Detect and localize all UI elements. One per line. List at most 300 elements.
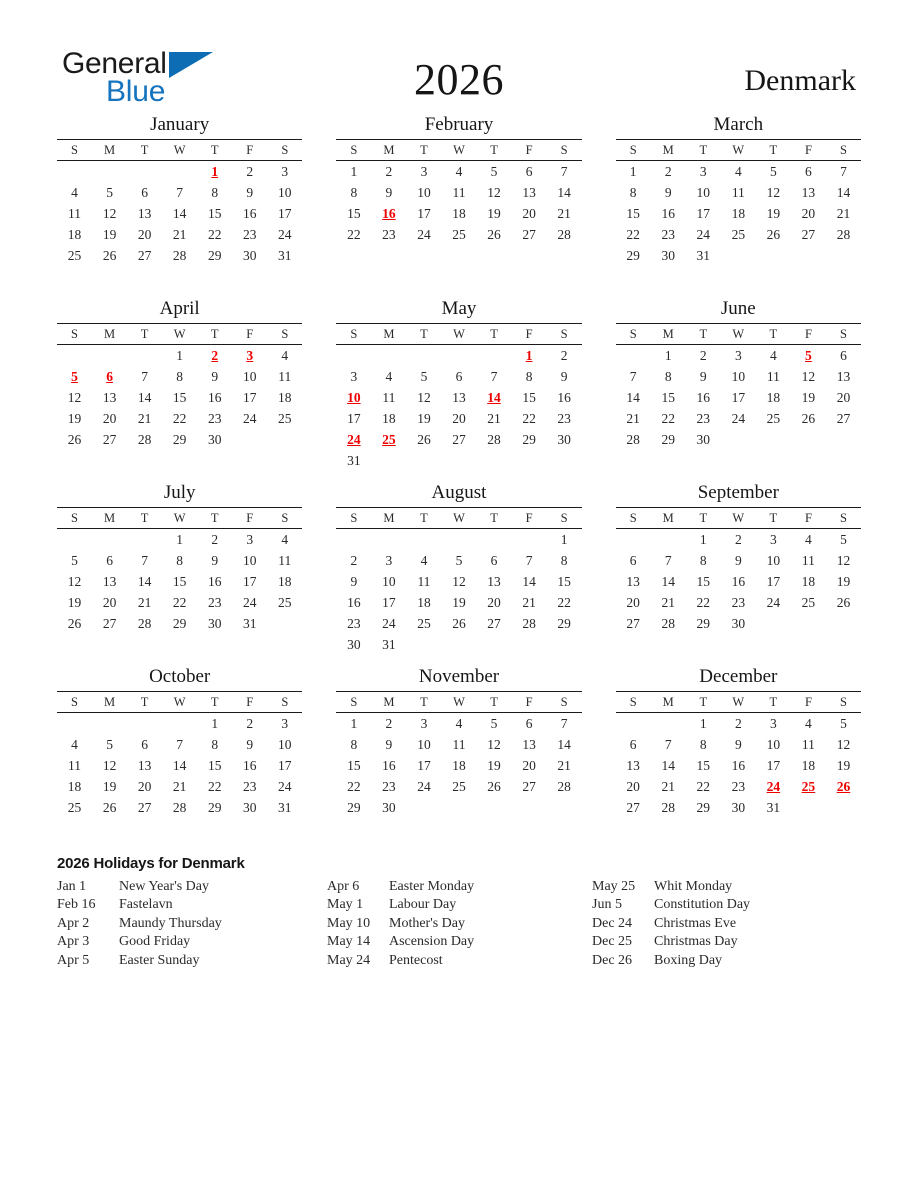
- day-cell[interactable]: [406, 408, 441, 429]
- day-cell[interactable]: [197, 182, 232, 203]
- day-cell[interactable]: [406, 776, 441, 797]
- day-cell[interactable]: [406, 734, 441, 755]
- day-cell[interactable]: [197, 592, 232, 613]
- day-cell[interactable]: [162, 734, 197, 755]
- day-cell[interactable]: [92, 203, 127, 224]
- day-cell[interactable]: [371, 224, 406, 245]
- day-cell[interactable]: [371, 776, 406, 797]
- day-cell[interactable]: [477, 592, 512, 613]
- day-cell[interactable]: [406, 203, 441, 224]
- day-cell[interactable]: [616, 224, 651, 245]
- day-cell[interactable]: [477, 366, 512, 387]
- day-cell[interactable]: [441, 734, 476, 755]
- day-cell[interactable]: [57, 571, 92, 592]
- day-cell[interactable]: [57, 776, 92, 797]
- day-cell[interactable]: [616, 408, 651, 429]
- day-cell[interactable]: [232, 203, 267, 224]
- day-cell[interactable]: [267, 161, 302, 183]
- day-cell[interactable]: [512, 366, 547, 387]
- day-cell[interactable]: [441, 366, 476, 387]
- day-cell[interactable]: [547, 571, 582, 592]
- day-cell[interactable]: [791, 550, 826, 571]
- day-cell[interactable]: [616, 550, 651, 571]
- day-cell[interactable]: [127, 245, 162, 266]
- day-cell[interactable]: [721, 387, 756, 408]
- day-cell[interactable]: [441, 776, 476, 797]
- day-cell[interactable]: [791, 161, 826, 183]
- day-cell[interactable]: [791, 713, 826, 735]
- day-cell[interactable]: [756, 161, 791, 183]
- day-cell[interactable]: [512, 387, 547, 408]
- day-cell[interactable]: [721, 408, 756, 429]
- day-cell[interactable]: [232, 550, 267, 571]
- day-cell[interactable]: [616, 571, 651, 592]
- day-cell[interactable]: [686, 755, 721, 776]
- day-cell[interactable]: [721, 203, 756, 224]
- day-cell[interactable]: [162, 571, 197, 592]
- day-cell[interactable]: [651, 366, 686, 387]
- day-cell[interactable]: [371, 713, 406, 735]
- day-cell-holiday[interactable]: [756, 776, 791, 797]
- day-cell[interactable]: [406, 571, 441, 592]
- day-cell[interactable]: [232, 161, 267, 183]
- day-cell[interactable]: [477, 408, 512, 429]
- day-cell[interactable]: [477, 224, 512, 245]
- day-cell[interactable]: [616, 182, 651, 203]
- day-cell[interactable]: [197, 571, 232, 592]
- day-cell[interactable]: [826, 345, 861, 367]
- day-cell[interactable]: [162, 529, 197, 551]
- day-cell[interactable]: [547, 529, 582, 551]
- day-cell[interactable]: [791, 592, 826, 613]
- day-cell[interactable]: [336, 713, 371, 735]
- day-cell[interactable]: [721, 755, 756, 776]
- day-cell[interactable]: [826, 408, 861, 429]
- day-cell[interactable]: [127, 366, 162, 387]
- day-cell[interactable]: [92, 776, 127, 797]
- day-cell[interactable]: [197, 529, 232, 551]
- day-cell[interactable]: [406, 366, 441, 387]
- day-cell[interactable]: [92, 550, 127, 571]
- day-cell[interactable]: [267, 203, 302, 224]
- day-cell[interactable]: [512, 755, 547, 776]
- day-cell[interactable]: [197, 776, 232, 797]
- day-cell[interactable]: [371, 592, 406, 613]
- day-cell[interactable]: [686, 550, 721, 571]
- day-cell[interactable]: [686, 734, 721, 755]
- day-cell[interactable]: [686, 713, 721, 735]
- day-cell[interactable]: [721, 592, 756, 613]
- day-cell[interactable]: [512, 182, 547, 203]
- day-cell[interactable]: [127, 776, 162, 797]
- day-cell[interactable]: [826, 734, 861, 755]
- day-cell[interactable]: [162, 613, 197, 634]
- day-cell[interactable]: [547, 613, 582, 634]
- day-cell-holiday[interactable]: [512, 345, 547, 367]
- day-cell[interactable]: [651, 592, 686, 613]
- day-cell[interactable]: [756, 550, 791, 571]
- day-cell[interactable]: [756, 755, 791, 776]
- day-cell-holiday[interactable]: [791, 776, 826, 797]
- day-cell[interactable]: [406, 161, 441, 183]
- day-cell[interactable]: [232, 571, 267, 592]
- day-cell[interactable]: [267, 182, 302, 203]
- day-cell[interactable]: [162, 387, 197, 408]
- day-cell[interactable]: [512, 203, 547, 224]
- day-cell[interactable]: [721, 529, 756, 551]
- day-cell[interactable]: [197, 366, 232, 387]
- day-cell[interactable]: [651, 345, 686, 367]
- day-cell[interactable]: [686, 203, 721, 224]
- day-cell[interactable]: [162, 776, 197, 797]
- day-cell[interactable]: [162, 797, 197, 818]
- day-cell[interactable]: [686, 797, 721, 818]
- day-cell[interactable]: [441, 571, 476, 592]
- day-cell[interactable]: [791, 734, 826, 755]
- day-cell[interactable]: [616, 734, 651, 755]
- day-cell[interactable]: [826, 755, 861, 776]
- day-cell[interactable]: [477, 203, 512, 224]
- day-cell[interactable]: [162, 182, 197, 203]
- day-cell[interactable]: [371, 550, 406, 571]
- day-cell[interactable]: [197, 755, 232, 776]
- day-cell[interactable]: [57, 203, 92, 224]
- day-cell[interactable]: [336, 408, 371, 429]
- day-cell[interactable]: [477, 571, 512, 592]
- day-cell[interactable]: [686, 345, 721, 367]
- day-cell[interactable]: [232, 529, 267, 551]
- day-cell[interactable]: [826, 203, 861, 224]
- day-cell[interactable]: [547, 366, 582, 387]
- day-cell[interactable]: [57, 182, 92, 203]
- day-cell[interactable]: [721, 571, 756, 592]
- day-cell[interactable]: [791, 571, 826, 592]
- day-cell[interactable]: [547, 387, 582, 408]
- day-cell[interactable]: [616, 613, 651, 634]
- day-cell[interactable]: [477, 734, 512, 755]
- day-cell[interactable]: [616, 203, 651, 224]
- day-cell[interactable]: [651, 550, 686, 571]
- day-cell[interactable]: [92, 613, 127, 634]
- day-cell[interactable]: [162, 429, 197, 450]
- day-cell[interactable]: [441, 613, 476, 634]
- day-cell[interactable]: [477, 613, 512, 634]
- day-cell[interactable]: [441, 713, 476, 735]
- day-cell[interactable]: [371, 734, 406, 755]
- day-cell[interactable]: [57, 734, 92, 755]
- day-cell-holiday[interactable]: [232, 345, 267, 367]
- day-cell[interactable]: [127, 592, 162, 613]
- day-cell[interactable]: [371, 571, 406, 592]
- day-cell[interactable]: [791, 182, 826, 203]
- day-cell[interactable]: [57, 550, 92, 571]
- day-cell[interactable]: [686, 387, 721, 408]
- day-cell[interactable]: [232, 224, 267, 245]
- day-cell[interactable]: [721, 613, 756, 634]
- day-cell[interactable]: [721, 182, 756, 203]
- day-cell[interactable]: [92, 797, 127, 818]
- day-cell[interactable]: [267, 713, 302, 735]
- day-cell[interactable]: [651, 182, 686, 203]
- day-cell[interactable]: [336, 797, 371, 818]
- day-cell[interactable]: [477, 429, 512, 450]
- day-cell[interactable]: [826, 592, 861, 613]
- day-cell[interactable]: [57, 224, 92, 245]
- day-cell[interactable]: [127, 550, 162, 571]
- day-cell[interactable]: [371, 387, 406, 408]
- day-cell[interactable]: [336, 734, 371, 755]
- day-cell[interactable]: [547, 776, 582, 797]
- day-cell[interactable]: [547, 429, 582, 450]
- day-cell[interactable]: [371, 755, 406, 776]
- day-cell[interactable]: [162, 245, 197, 266]
- day-cell[interactable]: [162, 592, 197, 613]
- day-cell[interactable]: [686, 571, 721, 592]
- day-cell[interactable]: [826, 387, 861, 408]
- day-cell[interactable]: [232, 182, 267, 203]
- day-cell[interactable]: [826, 161, 861, 183]
- day-cell[interactable]: [232, 713, 267, 735]
- day-cell[interactable]: [92, 734, 127, 755]
- day-cell[interactable]: [512, 161, 547, 183]
- day-cell[interactable]: [57, 592, 92, 613]
- day-cell[interactable]: [92, 755, 127, 776]
- day-cell[interactable]: [197, 245, 232, 266]
- day-cell[interactable]: [336, 613, 371, 634]
- day-cell[interactable]: [756, 366, 791, 387]
- day-cell[interactable]: [721, 161, 756, 183]
- day-cell[interactable]: [512, 592, 547, 613]
- day-cell[interactable]: [336, 366, 371, 387]
- day-cell[interactable]: [336, 776, 371, 797]
- day-cell[interactable]: [756, 734, 791, 755]
- day-cell[interactable]: [57, 245, 92, 266]
- day-cell[interactable]: [651, 429, 686, 450]
- day-cell[interactable]: [756, 387, 791, 408]
- day-cell[interactable]: [512, 776, 547, 797]
- day-cell[interactable]: [127, 613, 162, 634]
- day-cell[interactable]: [686, 366, 721, 387]
- day-cell[interactable]: [756, 529, 791, 551]
- day-cell[interactable]: [197, 734, 232, 755]
- day-cell[interactable]: [57, 408, 92, 429]
- day-cell[interactable]: [267, 366, 302, 387]
- day-cell[interactable]: [441, 408, 476, 429]
- day-cell[interactable]: [92, 245, 127, 266]
- day-cell[interactable]: [232, 755, 267, 776]
- day-cell[interactable]: [686, 182, 721, 203]
- day-cell[interactable]: [92, 387, 127, 408]
- day-cell[interactable]: [651, 161, 686, 183]
- day-cell[interactable]: [267, 571, 302, 592]
- day-cell[interactable]: [826, 529, 861, 551]
- day-cell[interactable]: [616, 245, 651, 266]
- day-cell[interactable]: [127, 408, 162, 429]
- day-cell[interactable]: [721, 776, 756, 797]
- day-cell[interactable]: [651, 755, 686, 776]
- day-cell[interactable]: [547, 182, 582, 203]
- day-cell[interactable]: [686, 224, 721, 245]
- day-cell[interactable]: [477, 182, 512, 203]
- day-cell[interactable]: [371, 161, 406, 183]
- day-cell[interactable]: [162, 345, 197, 367]
- day-cell[interactable]: [336, 450, 371, 471]
- day-cell[interactable]: [756, 345, 791, 367]
- day-cell[interactable]: [336, 161, 371, 183]
- day-cell-holiday[interactable]: [57, 366, 92, 387]
- day-cell[interactable]: [92, 182, 127, 203]
- day-cell[interactable]: [92, 592, 127, 613]
- day-cell[interactable]: [232, 797, 267, 818]
- day-cell[interactable]: [336, 203, 371, 224]
- day-cell[interactable]: [686, 776, 721, 797]
- day-cell[interactable]: [651, 203, 686, 224]
- day-cell[interactable]: [232, 408, 267, 429]
- day-cell[interactable]: [651, 408, 686, 429]
- day-cell[interactable]: [791, 203, 826, 224]
- day-cell[interactable]: [197, 224, 232, 245]
- day-cell[interactable]: [127, 203, 162, 224]
- day-cell[interactable]: [267, 245, 302, 266]
- day-cell[interactable]: [232, 387, 267, 408]
- day-cell[interactable]: [162, 366, 197, 387]
- day-cell[interactable]: [232, 245, 267, 266]
- day-cell[interactable]: [791, 755, 826, 776]
- day-cell[interactable]: [267, 345, 302, 367]
- day-cell[interactable]: [477, 161, 512, 183]
- day-cell[interactable]: [336, 755, 371, 776]
- day-cell[interactable]: [686, 529, 721, 551]
- day-cell[interactable]: [92, 429, 127, 450]
- day-cell[interactable]: [721, 345, 756, 367]
- day-cell[interactable]: [547, 550, 582, 571]
- day-cell[interactable]: [651, 776, 686, 797]
- day-cell[interactable]: [756, 408, 791, 429]
- day-cell[interactable]: [57, 797, 92, 818]
- day-cell[interactable]: [547, 161, 582, 183]
- day-cell[interactable]: [57, 429, 92, 450]
- day-cell[interactable]: [616, 366, 651, 387]
- day-cell[interactable]: [651, 797, 686, 818]
- day-cell[interactable]: [756, 571, 791, 592]
- day-cell[interactable]: [57, 613, 92, 634]
- day-cell[interactable]: [371, 408, 406, 429]
- day-cell[interactable]: [826, 550, 861, 571]
- day-cell[interactable]: [826, 182, 861, 203]
- day-cell[interactable]: [756, 797, 791, 818]
- day-cell[interactable]: [267, 529, 302, 551]
- day-cell[interactable]: [406, 550, 441, 571]
- day-cell[interactable]: [232, 592, 267, 613]
- day-cell[interactable]: [197, 429, 232, 450]
- day-cell-holiday[interactable]: [197, 345, 232, 367]
- day-cell[interactable]: [162, 203, 197, 224]
- day-cell[interactable]: [57, 755, 92, 776]
- day-cell[interactable]: [441, 592, 476, 613]
- day-cell[interactable]: [547, 592, 582, 613]
- day-cell[interactable]: [197, 203, 232, 224]
- day-cell[interactable]: [651, 387, 686, 408]
- day-cell[interactable]: [162, 755, 197, 776]
- day-cell[interactable]: [267, 387, 302, 408]
- day-cell[interactable]: [791, 224, 826, 245]
- day-cell[interactable]: [616, 776, 651, 797]
- day-cell[interactable]: [127, 429, 162, 450]
- day-cell[interactable]: [406, 387, 441, 408]
- day-cell[interactable]: [197, 550, 232, 571]
- day-cell[interactable]: [651, 613, 686, 634]
- day-cell[interactable]: [512, 571, 547, 592]
- day-cell[interactable]: [406, 755, 441, 776]
- day-cell[interactable]: [721, 734, 756, 755]
- day-cell[interactable]: [232, 366, 267, 387]
- day-cell[interactable]: [547, 224, 582, 245]
- day-cell[interactable]: [547, 755, 582, 776]
- day-cell[interactable]: [197, 613, 232, 634]
- day-cell[interactable]: [477, 713, 512, 735]
- day-cell[interactable]: [127, 387, 162, 408]
- day-cell[interactable]: [791, 408, 826, 429]
- day-cell[interactable]: [267, 550, 302, 571]
- day-cell[interactable]: [756, 182, 791, 203]
- day-cell[interactable]: [441, 224, 476, 245]
- day-cell[interactable]: [441, 755, 476, 776]
- day-cell[interactable]: [267, 776, 302, 797]
- day-cell[interactable]: [162, 408, 197, 429]
- day-cell[interactable]: [441, 429, 476, 450]
- day-cell[interactable]: [512, 408, 547, 429]
- day-cell[interactable]: [406, 224, 441, 245]
- day-cell[interactable]: [547, 713, 582, 735]
- day-cell[interactable]: [686, 245, 721, 266]
- day-cell[interactable]: [791, 529, 826, 551]
- day-cell-holiday[interactable]: [371, 429, 406, 450]
- day-cell[interactable]: [267, 797, 302, 818]
- day-cell[interactable]: [616, 387, 651, 408]
- day-cell[interactable]: [616, 755, 651, 776]
- day-cell[interactable]: [267, 408, 302, 429]
- day-cell-holiday[interactable]: [826, 776, 861, 797]
- day-cell[interactable]: [547, 345, 582, 367]
- day-cell[interactable]: [651, 571, 686, 592]
- day-cell[interactable]: [232, 613, 267, 634]
- day-cell-holiday[interactable]: [336, 429, 371, 450]
- day-cell[interactable]: [197, 408, 232, 429]
- day-cell-holiday[interactable]: [371, 203, 406, 224]
- day-cell[interactable]: [406, 182, 441, 203]
- day-cell[interactable]: [512, 713, 547, 735]
- day-cell[interactable]: [336, 592, 371, 613]
- day-cell[interactable]: [127, 755, 162, 776]
- day-cell-holiday[interactable]: [197, 161, 232, 183]
- day-cell[interactable]: [371, 182, 406, 203]
- day-cell[interactable]: [336, 182, 371, 203]
- day-cell[interactable]: [92, 571, 127, 592]
- day-cell[interactable]: [406, 713, 441, 735]
- day-cell[interactable]: [92, 408, 127, 429]
- day-cell[interactable]: [127, 734, 162, 755]
- day-cell[interactable]: [651, 224, 686, 245]
- day-cell[interactable]: [441, 387, 476, 408]
- day-cell-holiday[interactable]: [92, 366, 127, 387]
- day-cell[interactable]: [721, 550, 756, 571]
- day-cell[interactable]: [721, 366, 756, 387]
- day-cell[interactable]: [197, 797, 232, 818]
- day-cell-holiday[interactable]: [477, 387, 512, 408]
- day-cell[interactable]: [616, 429, 651, 450]
- day-cell[interactable]: [791, 366, 826, 387]
- day-cell[interactable]: [406, 613, 441, 634]
